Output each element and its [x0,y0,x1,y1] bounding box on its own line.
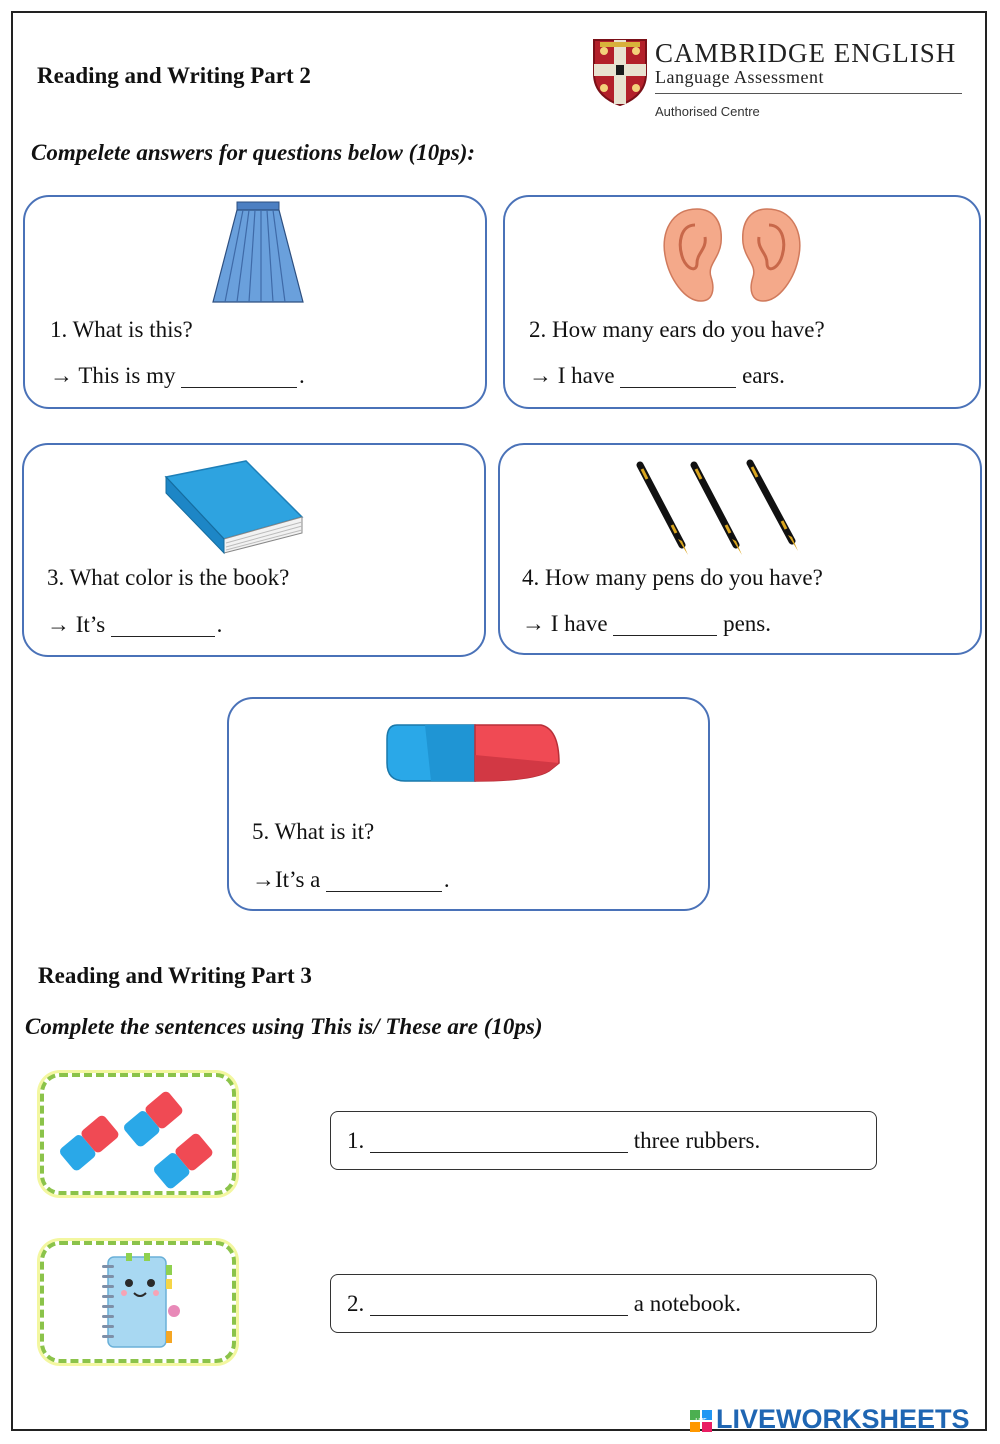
answer-1-prefix: → This is my [50,363,176,388]
answer-1-suffix: . [298,363,305,388]
pens-icon [632,459,808,557]
part2-instruction: Compelete answers for questions below (10ps): [31,140,476,165]
pen-2 [694,465,742,555]
answer-3-suffix: . [216,612,223,637]
answer-1-input[interactable] [181,367,297,388]
notebook-icon [96,1251,186,1355]
three-rubbers-icon [50,1081,230,1189]
rubber-icon [383,719,563,789]
question-card-3 [22,443,486,657]
answer-5-line [252,867,450,893]
answer-2-suffix: ears. [742,363,785,388]
sentence-2-suffix: a notebook. [633,1291,742,1316]
question-1-text: 1. What is this? [50,317,193,342]
ears-icon [657,203,807,307]
question-card-5 [227,697,710,911]
answer-5-input[interactable] [326,871,442,892]
answer-2-prefix: → I have [529,363,615,388]
question-5-text: 5. What is it? [252,819,375,844]
notebook-picture-box [40,1241,236,1363]
answer-3-input[interactable] [111,616,215,637]
question-2-text: 2. How many ears do you have? [529,317,825,342]
question-4-text: 4. How many pens do you have? [522,565,823,590]
rubbers-picture-box [40,1073,236,1195]
sentence-box-2 [330,1274,877,1333]
liveworksheets-badge-text: LIVE [695,1418,707,1424]
cambridge-logo [592,38,964,124]
sentence-2-number: 2. [347,1291,365,1316]
sentence-2-input[interactable] [370,1295,628,1316]
question-card-4 [498,443,982,655]
liveworksheets-badge [690,1410,712,1432]
sentence-1-suffix: three rubbers. [633,1128,761,1153]
sentence-1-input[interactable] [370,1132,628,1153]
question-card-1 [23,195,487,409]
answer-4-suffix: pens. [723,611,771,636]
logo-line1: CAMBRIDGE ENGLISH [655,38,957,68]
answer-4-input[interactable] [613,615,717,636]
logo-line2: Language Assessment [655,67,824,87]
question-card-2 [503,195,981,409]
answer-5-prefix: →It’s a [252,867,321,892]
part3-heading: Reading and Writing Part 3 [38,963,312,988]
logo-divider [655,93,962,94]
question-3-text: 3. What color is the book? [47,565,290,590]
answer-2-line [529,363,785,389]
answer-4-line [522,611,771,637]
pen-3 [750,463,798,551]
pen-1 [640,465,688,555]
answer-2-input[interactable] [620,367,736,388]
answer-1-line [50,363,305,389]
liveworksheets-watermark [690,1404,990,1436]
answer-3-line [47,612,222,638]
part2-heading: Reading and Writing Part 2 [37,63,311,88]
answer-5-suffix: . [443,867,450,892]
sentence-2-line [347,1291,741,1317]
sentence-box-1 [330,1111,877,1170]
sentence-1-line [347,1128,760,1154]
logo-line3: Authorised Centre [655,104,760,119]
cambridge-crest-icon [592,38,648,106]
answer-4-prefix: → I have [522,611,614,636]
liveworksheets-brand: LIVEWORKSHEETS [716,1404,970,1434]
answer-3-prefix: → It’s [47,612,106,637]
book-icon [162,459,306,555]
sentence-1-number: 1. [347,1128,365,1153]
skirt-icon [209,200,307,308]
part3-instruction: Complete the sentences using This is/ These are (10ps) [25,1014,543,1039]
